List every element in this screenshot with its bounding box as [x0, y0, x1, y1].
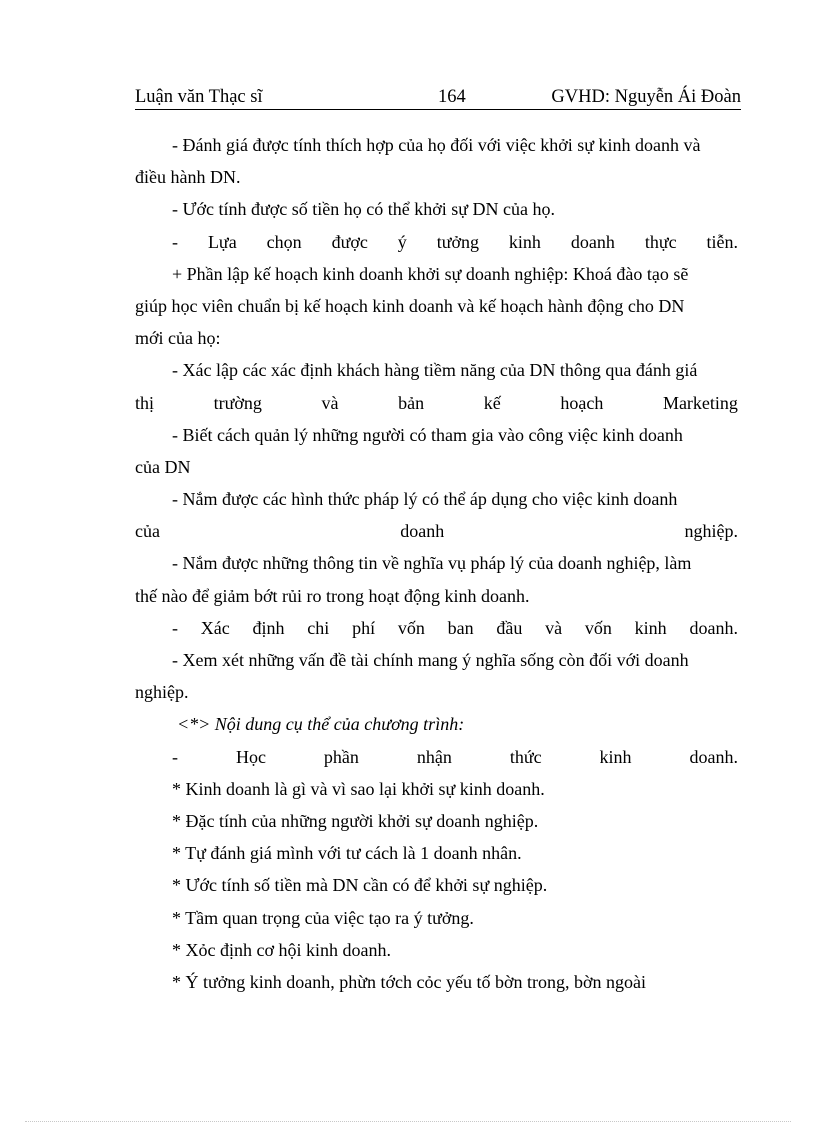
text-line: nghiệp. — [135, 682, 189, 703]
word: ý — [397, 231, 407, 252]
list-item: * Kinh doanh là gì và vì sao lại khởi sự kinh doanh. — [172, 778, 545, 799]
text-line: - Đánh giá được tính thích hợp của họ đối với việc khởi sự kinh doanh và — [172, 135, 701, 155]
justified-line — [135, 612, 738, 644]
word: kinh — [634, 617, 667, 638]
word: vốn — [397, 617, 425, 638]
list-item: * Ý tưởng kinh doanh, phừn tớch cỏc yếu tố bờn trong, bờn ngoài — [172, 971, 647, 992]
page-header — [135, 85, 741, 110]
word: kế — [483, 392, 501, 413]
text-line: - Xem xét những vấn đề tài chính mang ý nghĩa sống còn đối với doanh — [172, 650, 689, 670]
word: trường — [213, 392, 262, 413]
word: phần — [323, 746, 359, 767]
word: doanh. — [689, 617, 738, 638]
word: kinh — [508, 231, 541, 252]
word: - — [172, 231, 178, 252]
word: đầu — [496, 617, 523, 638]
page-bottom-border — [25, 1121, 791, 1122]
word: và — [321, 392, 339, 413]
word: Học — [235, 746, 266, 767]
word: nhận — [416, 746, 452, 767]
word: định — [252, 617, 285, 638]
word: bản — [398, 392, 425, 413]
word: thực — [644, 231, 677, 252]
justified-line — [135, 741, 738, 773]
word: thức — [509, 746, 542, 767]
list-item: * Tầm quan trọng của việc tạo ra ý tưởng. — [172, 907, 474, 928]
text-line: + Phần lập kế hoạch kinh doanh khởi sự doanh nghiệp: Khoá đào tạo sẽ — [172, 263, 689, 284]
justified-line — [135, 387, 738, 419]
justified-line — [135, 515, 738, 547]
word: kinh — [599, 746, 632, 767]
text-line: giúp học viên chuẩn bị kế hoạch kinh doanh và kế hoạch hành động cho DN — [135, 295, 685, 316]
word: Lựa — [207, 231, 237, 252]
list-item: * Ước tính số tiền mà DN cần có để khởi sự nghiệp. — [172, 875, 548, 896]
word: - — [172, 746, 178, 767]
word: - — [172, 617, 178, 638]
word: chọn — [266, 231, 302, 252]
list-item: * Đặc tính của những người khởi sự doanh nghiệp. — [172, 810, 539, 831]
word: Marketing — [662, 392, 738, 413]
text-line: điều hành DN. — [135, 167, 241, 188]
text-line: - Xác lập các xác định khách hàng tiềm năng của DN thông qua đánh giá — [172, 360, 698, 381]
text-line: mới của họ: — [135, 328, 221, 349]
text-line: - Biết cách quản lý những người có tham gia vào công việc kinh doanh — [172, 424, 683, 445]
word: doanh — [400, 521, 445, 542]
word: phí — [352, 617, 376, 638]
section-heading: <*> Nội dung cụ thể của chương trình: — [177, 714, 465, 735]
document-body — [135, 129, 738, 998]
word: vốn — [584, 617, 612, 638]
page-number: 164 — [438, 87, 466, 107]
text-line: của DN — [135, 456, 191, 477]
word: ban — [447, 617, 474, 638]
text-line: - Nắm được các hình thức pháp lý có thể áp dụng cho việc kinh doanh — [172, 489, 678, 510]
word: của — [135, 521, 160, 542]
word: nghiệp. — [684, 521, 738, 542]
justified-line — [135, 226, 738, 258]
header-advisor: GVHD: Nguyễn Ái Đoàn — [551, 87, 741, 107]
header-thesis-label: Luận văn Thạc sĩ — [135, 87, 263, 107]
text-line: thế nào để giảm bớt rủi ro trong hoạt động kinh doanh. — [135, 585, 530, 606]
list-item: * Xỏc định cơ hội kinh doanh. — [172, 939, 391, 960]
word: và — [545, 617, 563, 638]
word: doanh. — [689, 746, 738, 767]
text-line: - Nắm được những thông tin về nghĩa vụ pháp lý của doanh nghiệp, làm — [172, 553, 692, 574]
word: được — [331, 231, 368, 252]
word: hoạch — [560, 392, 604, 413]
word: tiễn. — [706, 231, 738, 252]
word: thị — [135, 392, 155, 413]
word: chi — [307, 617, 330, 638]
word: doanh — [570, 231, 615, 252]
list-item: * Tự đánh giá mình với tư cách là 1 doanh nhân. — [172, 843, 522, 864]
word: Xác — [200, 617, 230, 638]
text-line: - Ước tính được số tiền họ có thể khởi sự DN của họ. — [172, 199, 555, 220]
word: tưởng — [436, 231, 479, 252]
